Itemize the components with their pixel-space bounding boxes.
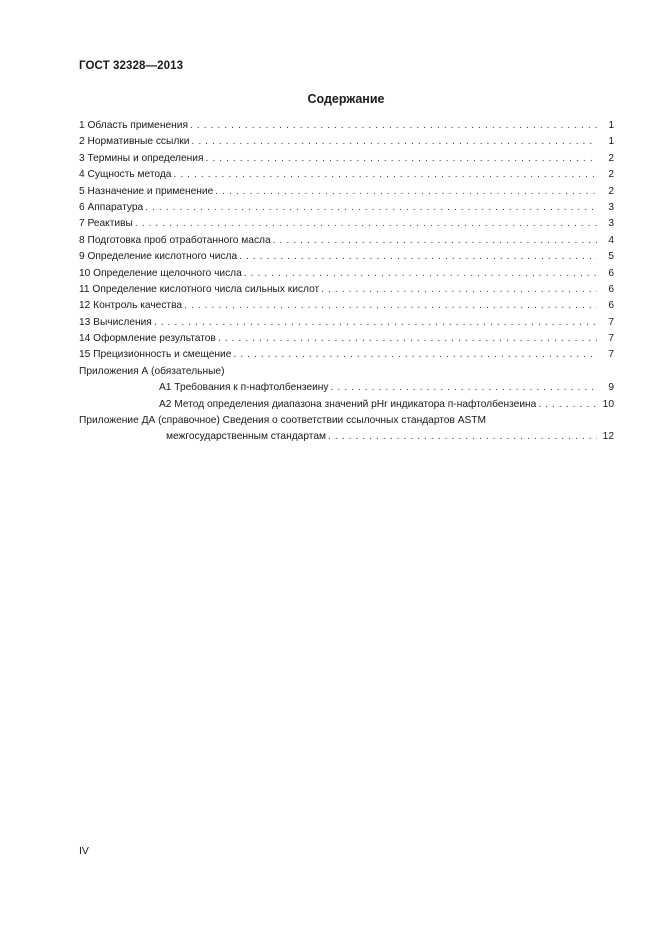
toc-entry-appendix-a-2[interactable] (79, 397, 614, 413)
dot-leader (328, 429, 597, 445)
appendix-a-list (79, 380, 614, 413)
dot-leader (321, 282, 597, 298)
toc-entry-15[interactable] (79, 347, 614, 363)
toc-entry-4[interactable] (79, 167, 614, 183)
dot-leader (154, 315, 597, 331)
toc-entry-label: межгосударственным стандартам (166, 431, 326, 443)
toc-entry-label: А2 Метод определения диапазона значений pHr индикатора п-нафтолбензеина (159, 398, 537, 410)
toc-entry-label: 11 Определение кислотного числа сильных кислот (79, 283, 320, 295)
toc-entry-page: 3 (608, 218, 614, 230)
dot-leader (233, 347, 597, 363)
toc-entry-page: 2 (608, 169, 614, 181)
toc-entry-page: 2 (608, 185, 614, 197)
toc-entry-5[interactable] (79, 184, 614, 200)
toc-entry-page: 10 (602, 398, 614, 410)
toc-entry-page: 6 (608, 267, 614, 279)
toc-entry-page: 7 (608, 316, 614, 328)
toc-entry-label: 12 Контроль качества (79, 300, 183, 312)
toc-entry-page: 1 (608, 136, 614, 148)
toc-entry-page: 12 (602, 431, 614, 443)
toc-entry-10[interactable] (79, 266, 614, 282)
toc-entry-page: 5 (608, 251, 614, 263)
toc-entry-2[interactable] (79, 134, 614, 150)
toc-entry-label: 13 Вычисления (79, 316, 152, 328)
dot-leader (191, 134, 597, 150)
document-code: ГОСТ 32328—2013 (79, 60, 184, 72)
dot-leader (205, 151, 597, 167)
toc-entry-label: 15 Прецизионность и смещение (79, 349, 232, 361)
table-of-contents (79, 118, 614, 446)
toc-entry-14[interactable] (79, 331, 614, 347)
toc-entry-label: А1 Требования к п-нафтолбензеину (159, 382, 329, 394)
toc-entry-13[interactable] (79, 315, 614, 331)
dot-leader (273, 233, 597, 249)
toc-entry-label: 2 Нормативные ссылки (79, 136, 190, 148)
toc-entry-page: 6 (608, 300, 614, 312)
dot-leader (239, 249, 597, 265)
toc-entry-label: 10 Определение щелочного числа (79, 267, 242, 279)
dot-leader (215, 184, 597, 200)
dot-leader (190, 118, 597, 134)
toc-entry-label: 8 Подготовка проб отработанного масла (79, 234, 271, 246)
dot-leader (538, 397, 597, 413)
toc-main-list (79, 118, 614, 364)
appendix-a-heading: Приложения А (обязательные) (79, 365, 225, 377)
toc-entry-9[interactable] (79, 249, 614, 265)
appendix-da-heading: Приложение ДА (справочное) Сведения о соответствии ссылочных стандартов ASTM (79, 415, 487, 427)
toc-entry-label: 3 Термины и определения (79, 152, 204, 164)
toc-entry-page: 2 (608, 152, 614, 164)
dot-leader (145, 200, 597, 216)
toc-entry-label: 14 Оформление результатов (79, 333, 216, 345)
toc-entry-7[interactable] (79, 216, 614, 232)
toc-entry-page: 3 (608, 201, 614, 213)
toc-entry-page: 4 (608, 234, 614, 246)
toc-entry-label: 9 Определение кислотного числа (79, 251, 238, 263)
toc-entry-appendix-a-1[interactable] (79, 380, 614, 396)
toc-entry-page: 7 (608, 333, 614, 345)
toc-entry-8[interactable] (79, 233, 614, 249)
toc-entry-11[interactable] (79, 282, 614, 298)
dot-leader (184, 298, 597, 314)
dot-leader (218, 331, 597, 347)
toc-entry-appendix-da[interactable] (79, 429, 614, 445)
toc-entry-page: 9 (608, 382, 614, 394)
dot-leader (244, 266, 597, 282)
toc-entry-6[interactable] (79, 200, 614, 216)
toc-entry-page: 6 (608, 283, 614, 295)
toc-entry-label: 5 Назначение и применение (79, 185, 214, 197)
toc-entry-label: 4 Сущность метода (79, 169, 172, 181)
toc-entry-page: 1 (608, 120, 614, 131)
dot-leader (173, 167, 597, 183)
toc-entry-12[interactable] (79, 298, 614, 314)
dot-leader (135, 216, 597, 232)
footer-page-number: IV (79, 845, 89, 857)
toc-entry-label: 1 Область применения (79, 120, 188, 131)
toc-entry-1[interactable] (79, 118, 614, 134)
toc-entry-label: 7 Реактивы (79, 218, 133, 230)
toc-entry-3[interactable] (79, 151, 614, 167)
toc-entry-label: 6 Аппаратура (79, 201, 144, 213)
page-title: Содержание (307, 92, 385, 106)
toc-entry-page: 7 (608, 349, 614, 361)
dot-leader (331, 380, 597, 396)
